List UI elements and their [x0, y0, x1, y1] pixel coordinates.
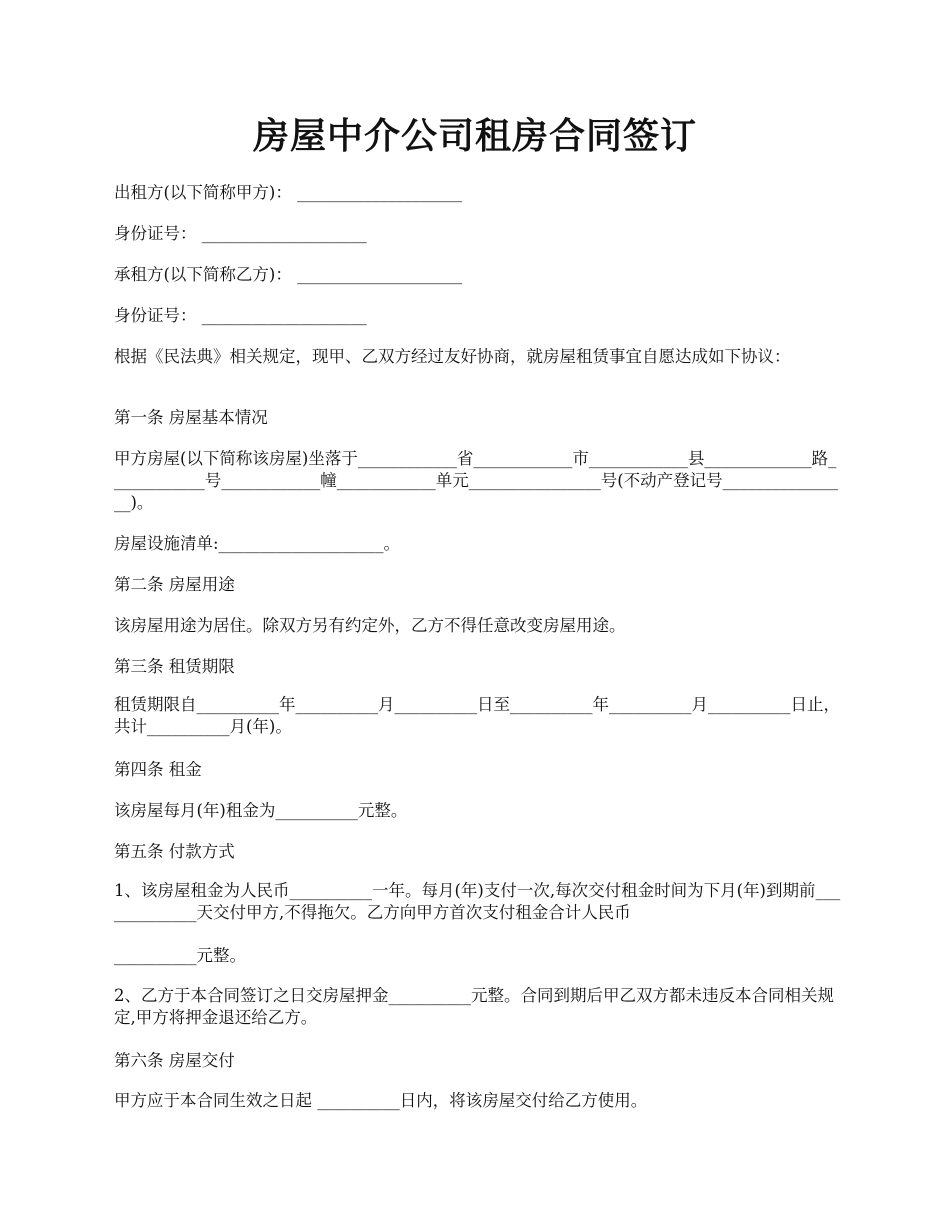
document-title: 房屋中介公司租房合同签订 [252, 115, 697, 157]
facilities-list-line: 房屋设施清单:____________________。 [114, 534, 401, 553]
article-5-clause-1-continued: __________元整。 [114, 946, 246, 965]
article-6-paragraph: 甲方应于本合同生效之日起 __________日内，将该房屋交付给乙方使用。 [114, 1091, 648, 1110]
article-5-heading: 第五条 付款方式 [114, 842, 235, 861]
article-3-heading: 第三条 租赁期限 [114, 657, 235, 676]
article-5-clause-1: 1、该房屋租金为人民币__________一年。每月(年)支付一次,每次交付租金时间为下月(年)到期前_____________天交付甲方,不得拖欠。乙方向甲方首次支付租金合计人民币 [114, 881, 841, 922]
lessee-id-line: 身份证号： ____________________ [114, 306, 367, 325]
lessor-id-line: 身份证号： ____________________ [114, 224, 367, 243]
article-6-heading: 第六条 房屋交付 [114, 1051, 235, 1070]
article-1-paragraph: 甲方房屋(以下简称该房屋)坐落于____________省____________市____________县_____________路____________号____________幢____________单元________________号(不动产登记号________________)。 [114, 449, 839, 512]
preamble-paragraph: 根据《民法典》相关规定，现甲、乙双方经过友好协商，就房屋租赁事宜自愿达成如下协议： [114, 347, 791, 366]
article-2-heading: 第二条 房屋用途 [114, 575, 235, 594]
article-4-heading: 第四条 租金 [114, 760, 202, 779]
article-4-paragraph: 该房屋每月(年)租金为__________元整。 [114, 801, 408, 820]
article-5-clause-2: 2、乙方于本合同签订之日交房屋押金__________元整。合同到期后甲乙双方都未违反本合同相关规定,甲方将押金退还给乙方。 [114, 986, 834, 1027]
article-1-heading: 第一条 房屋基本情况 [114, 408, 268, 427]
lessor-line: 出租方(以下简称甲方)： ____________________ [114, 183, 463, 202]
article-2-paragraph: 该房屋用途为居住。除双方另有约定外，乙方不得任意改变房屋用途。 [114, 616, 626, 635]
article-3-paragraph: 租赁期限自__________年__________月__________日至__________年__________月__________日止，共计__________月(年)。 [114, 695, 840, 736]
lessee-line: 承租方(以下简称乙方)： ____________________ [114, 265, 463, 284]
